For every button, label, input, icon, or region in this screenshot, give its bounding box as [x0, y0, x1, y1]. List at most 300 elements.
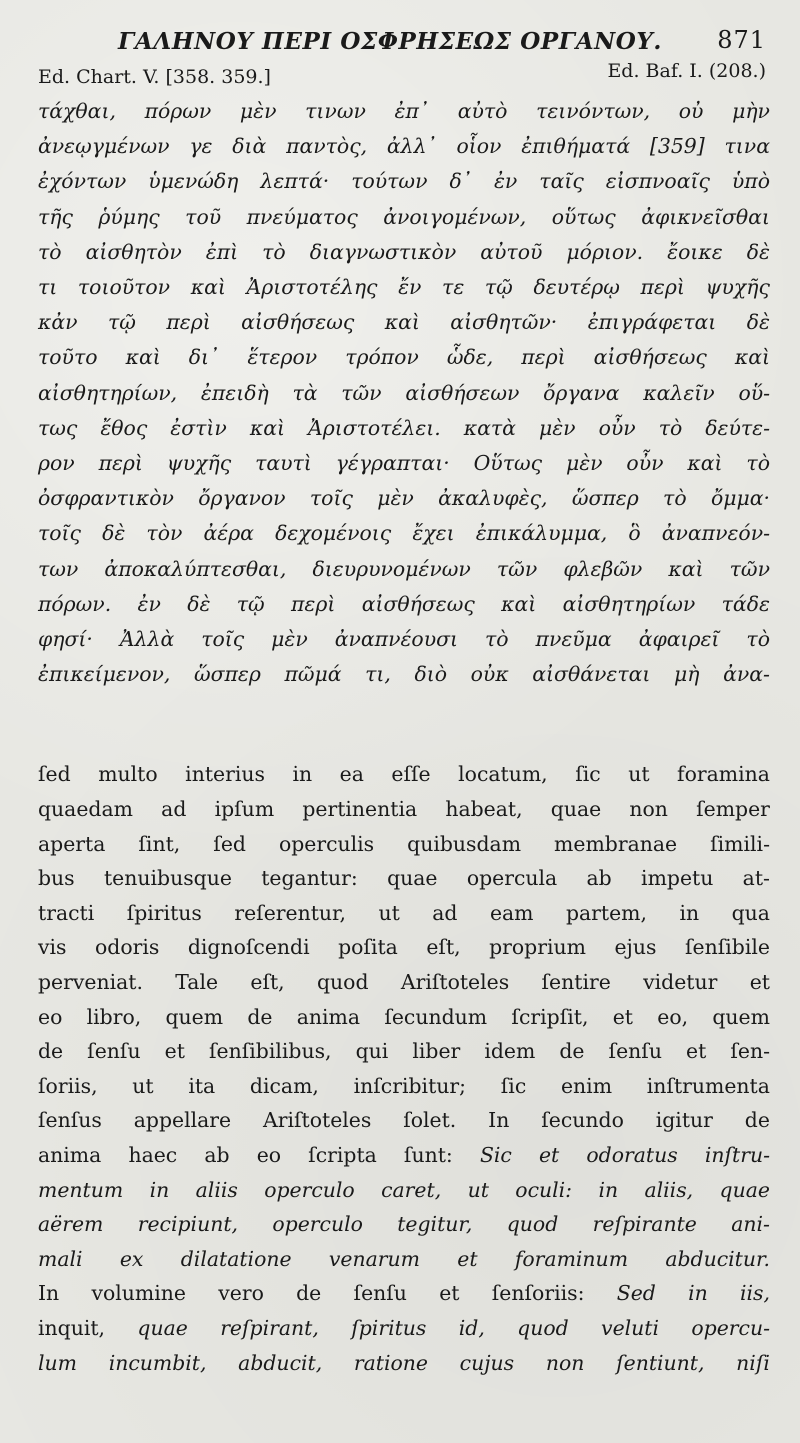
- word: oculi:: [515, 1177, 573, 1202]
- word: et: [538, 1142, 560, 1167]
- word: ὄμμα·: [710, 486, 770, 511]
- word: περὶ: [98, 451, 143, 476]
- word: ita: [188, 1073, 216, 1098]
- greek-line: [38, 164, 770, 199]
- word: reſpirante: [592, 1212, 697, 1237]
- word: partem,: [565, 900, 647, 925]
- word: ταυτὶ: [255, 451, 312, 476]
- word: ἔοικε: [667, 239, 723, 264]
- word: Ariſtoteles: [400, 970, 510, 995]
- word: Sed: [616, 1281, 656, 1306]
- word: eo,: [657, 1004, 689, 1029]
- word: τι: [38, 275, 58, 300]
- word: mentum: [38, 1177, 124, 1202]
- word: ἐν: [493, 169, 518, 194]
- latin-line: [38, 861, 770, 896]
- word: ad: [161, 797, 187, 822]
- word: ἐπειδὴ: [200, 380, 269, 405]
- word: ὄργανα: [543, 380, 620, 405]
- word: τῶν: [341, 380, 382, 405]
- word: et: [612, 1004, 633, 1029]
- word: μὲν: [377, 486, 414, 511]
- word: τοῖς: [38, 521, 81, 546]
- word: τὸ: [746, 627, 770, 652]
- word: quae: [719, 1177, 770, 1202]
- word: quaedam: [38, 797, 133, 822]
- word: mali: [38, 1246, 83, 1271]
- word: τῶν: [496, 556, 538, 581]
- word: οἷον: [456, 134, 502, 159]
- latin-line: [38, 1311, 770, 1346]
- word: et: [439, 1281, 460, 1306]
- word: μὲν: [239, 99, 277, 123]
- word: ſunt:: [403, 1142, 453, 1167]
- word: πνεύματος: [246, 204, 358, 229]
- word: τὸ: [262, 239, 286, 264]
- word: τῷ: [236, 591, 265, 616]
- word: quem: [712, 1004, 770, 1029]
- greek-line: [38, 200, 770, 235]
- word: bus: [38, 866, 75, 891]
- latin-line: [38, 1034, 770, 1069]
- word: οὕτως: [551, 204, 616, 229]
- word: quod: [506, 1212, 559, 1237]
- word: quod: [517, 1315, 569, 1340]
- word: id,: [458, 1315, 485, 1340]
- edition-basel: Ed. Baf. I. (208.): [607, 60, 766, 82]
- greek-line: [38, 446, 770, 481]
- word: aliis: [195, 1177, 238, 1202]
- word: αἰσθήσεως: [241, 310, 355, 335]
- word: ſed: [38, 762, 71, 787]
- word: foraminum: [514, 1246, 629, 1271]
- word: reſpirant,: [220, 1315, 319, 1340]
- word: ὥσπερ: [571, 486, 639, 511]
- word: Ariſtoteles: [262, 1108, 372, 1133]
- latin-line: [38, 757, 770, 792]
- word: ratione: [353, 1350, 428, 1375]
- word: ſint,: [138, 831, 181, 856]
- word: de: [247, 1004, 273, 1029]
- word: πόρων: [144, 99, 212, 123]
- word: ψυχῆς: [166, 451, 232, 476]
- word: ſed: [213, 831, 246, 856]
- running-title: ΓΑΛΗΝΟΥ ΠΕΡΙ ΟΣΦΡΗΣΕΩΣ ΟΡΓΑΝΟΥ.: [118, 28, 663, 55]
- latin-line: [38, 1103, 770, 1138]
- word: libro,: [86, 1004, 142, 1029]
- word: ρον: [38, 451, 75, 476]
- word: τῆς: [38, 204, 73, 229]
- word: μὲν: [538, 415, 576, 440]
- word: τὸν: [146, 521, 183, 546]
- word: οὐ: [678, 99, 704, 123]
- word: in: [292, 762, 313, 787]
- word: τάδε: [721, 591, 770, 616]
- word: ἔθος: [100, 415, 148, 440]
- word: lum: [38, 1350, 77, 1375]
- word: καὶ: [668, 556, 704, 581]
- word: cujus: [459, 1350, 515, 1375]
- word: vero: [218, 1281, 264, 1306]
- word: Sic: [479, 1142, 512, 1167]
- word: ipſum: [214, 797, 275, 822]
- word: ἐπικάλυμμα,: [475, 521, 608, 546]
- word: caret,: [381, 1177, 442, 1202]
- word: καλεῖν: [643, 380, 715, 405]
- word: ἐπὶ: [205, 239, 239, 264]
- word: et: [457, 1246, 478, 1271]
- word: in: [679, 900, 700, 925]
- word: ſenſoriis:: [491, 1281, 585, 1306]
- greek-text-block: [38, 94, 770, 692]
- word: ἀνεῳγμένων: [38, 134, 170, 159]
- word: μόριον.: [566, 239, 644, 264]
- word: πνεῦμα: [535, 627, 612, 652]
- greek-line: [38, 270, 770, 305]
- word: ἀλλ᾽: [386, 134, 437, 159]
- word: ani-: [731, 1212, 770, 1237]
- word: membranae: [554, 831, 678, 856]
- word: ὑμενώδη: [148, 169, 239, 194]
- word: anima: [296, 1004, 361, 1029]
- word: εἰσπνοαῖς: [605, 169, 710, 194]
- word: καὶ: [734, 345, 770, 370]
- greek-line: [38, 552, 770, 587]
- greek-line: [38, 94, 770, 129]
- word: anima: [38, 1142, 102, 1167]
- word: inſcribitur;: [353, 1073, 467, 1098]
- word: ſimili-: [710, 831, 770, 856]
- word: reſerentur,: [234, 900, 347, 925]
- latin-line: [38, 1173, 770, 1208]
- word: ſecundo: [541, 1108, 624, 1133]
- word: eo: [38, 1004, 63, 1029]
- word: pertinentia: [302, 797, 418, 822]
- word: abducit,: [238, 1350, 323, 1375]
- word: δὲ: [746, 310, 770, 335]
- word: καὶ: [190, 275, 226, 300]
- word: abducitur.: [665, 1246, 770, 1271]
- word: quibusdam: [407, 831, 522, 856]
- latin-line: [38, 1069, 770, 1104]
- word: foramina: [677, 762, 770, 787]
- word: αὐτὸ: [457, 99, 508, 123]
- word: odoratus: [586, 1142, 678, 1167]
- latin-line: [38, 1207, 770, 1242]
- word: αἰσθήσεως: [593, 345, 707, 370]
- word: ἔν: [398, 275, 422, 300]
- word: καὶ: [249, 415, 285, 440]
- word: δ᾽: [449, 169, 472, 194]
- word: γέγραπται·: [335, 451, 450, 476]
- greek-line: [38, 340, 770, 375]
- word: tegantur:: [261, 866, 358, 891]
- word: Ἀλλὰ: [119, 627, 175, 652]
- word: ad: [432, 900, 458, 925]
- word: τεινόντων,: [536, 99, 651, 123]
- word: ἐν: [137, 591, 161, 616]
- word: ῥύμης: [98, 204, 160, 229]
- word: ἐπικείμενον,: [38, 662, 171, 687]
- word: δὲ: [746, 239, 770, 264]
- word: λεπτά·: [260, 169, 330, 194]
- word: ſpiritus: [351, 1315, 427, 1340]
- word: ejus: [614, 935, 657, 960]
- word: περὶ: [166, 310, 211, 335]
- word: ut: [628, 762, 650, 787]
- word: eſt,: [250, 970, 285, 995]
- word: iis,: [740, 1281, 770, 1306]
- word: τινων: [305, 99, 366, 123]
- word: ἀκαλυφὲς,: [438, 486, 548, 511]
- page-number: 871: [717, 26, 766, 54]
- word: ſen-: [730, 1039, 770, 1064]
- word: quae: [387, 866, 438, 891]
- word: et: [749, 970, 770, 995]
- word: ab: [586, 866, 612, 891]
- column-gap: [38, 692, 770, 757]
- greek-line: [38, 376, 770, 411]
- word: Ἀριστοτέλει.: [308, 415, 441, 440]
- word: qua: [731, 900, 770, 925]
- word: τὸ: [746, 451, 770, 476]
- word: recipiunt,: [137, 1212, 239, 1237]
- word: igitur: [655, 1108, 713, 1133]
- word: qui: [355, 1039, 389, 1064]
- word: τοῦτο: [38, 345, 98, 370]
- latin-line: [38, 827, 770, 862]
- word: veluti: [601, 1315, 660, 1340]
- word: inquit,: [38, 1315, 106, 1340]
- word: περὶ: [291, 591, 336, 616]
- greek-line: [38, 481, 770, 516]
- word: ſolet.: [403, 1108, 457, 1133]
- word: de: [296, 1281, 322, 1306]
- word: opercu-: [691, 1315, 770, 1340]
- word: ſpiritus: [126, 900, 202, 925]
- word: inſtru-: [704, 1142, 770, 1167]
- word: dicam,: [249, 1073, 319, 1098]
- word: οὖν: [626, 451, 664, 476]
- word: τοιοῦτον: [77, 275, 171, 300]
- word: ἀέρα: [203, 521, 254, 546]
- word: proprium: [489, 935, 586, 960]
- word: operculo: [264, 1177, 355, 1202]
- word: τῷ: [484, 275, 513, 300]
- word: ἀποκαλύπτεσθαι,: [104, 556, 287, 581]
- word: ab: [204, 1142, 230, 1167]
- word: ſentire: [541, 970, 611, 995]
- word: διὰ: [232, 134, 267, 159]
- word: quae: [550, 797, 602, 822]
- word: περὶ: [640, 275, 685, 300]
- word: haec: [128, 1142, 178, 1167]
- word: τρόπον: [345, 345, 419, 370]
- word: κἀν: [38, 310, 78, 335]
- greek-line: [38, 587, 770, 622]
- word: opercula: [466, 866, 558, 891]
- word: δευτέρῳ: [533, 275, 620, 300]
- word: vis: [38, 935, 67, 960]
- word: ἐπιγράφεται: [587, 310, 717, 335]
- word: καὶ: [501, 591, 537, 616]
- word: τοῖς: [201, 627, 245, 652]
- word: odoris: [95, 935, 160, 960]
- word: idem: [484, 1039, 536, 1064]
- word: περὶ: [521, 345, 566, 370]
- word: quod: [317, 970, 369, 995]
- word: ea: [339, 762, 364, 787]
- word: φλεβῶν: [563, 556, 643, 581]
- word: οὖν: [598, 415, 636, 440]
- greek-line: [38, 235, 770, 270]
- word: αἰσθήσεων: [405, 380, 520, 405]
- word: Ἀριστοτέλης: [246, 275, 378, 300]
- edition-line: [38, 60, 770, 96]
- word: locatum,: [458, 762, 548, 787]
- word: in: [149, 1177, 170, 1202]
- latin-line: [38, 1346, 770, 1381]
- latin-line: [38, 1276, 770, 1311]
- word: κατὰ: [463, 415, 516, 440]
- word: δὲ: [102, 521, 126, 546]
- word: ſenſu: [87, 1039, 141, 1064]
- word: de: [559, 1039, 585, 1064]
- word: ἐστὶν: [170, 415, 227, 440]
- word: ἔχει: [412, 521, 455, 546]
- word: eſt,: [426, 935, 461, 960]
- greek-line: [38, 622, 770, 657]
- word: ſcripſit,: [511, 1004, 589, 1029]
- word: διὸ: [414, 662, 448, 687]
- word: ut: [378, 900, 400, 925]
- word: ſentiunt,: [616, 1350, 705, 1375]
- word: αἰσθάνεται: [532, 662, 651, 687]
- word: τῷ: [108, 310, 136, 335]
- word: ἀναπνεόν-: [661, 521, 770, 546]
- word: quem: [165, 1004, 224, 1029]
- word: τάχθαι,: [38, 99, 116, 123]
- latin-line: [38, 1242, 770, 1277]
- word: ſic: [500, 1073, 527, 1098]
- word: In: [38, 1281, 60, 1306]
- word: διευρυνομένων: [312, 556, 471, 581]
- latin-line: [38, 965, 770, 1000]
- word: ἀνοιγομένων,: [383, 204, 527, 229]
- word: οὐκ: [470, 662, 509, 687]
- word: ſecundum: [384, 1004, 488, 1029]
- latin-translation-block: [38, 757, 770, 1380]
- word: καὶ: [687, 451, 723, 476]
- word: μὲν: [565, 451, 603, 476]
- word: eam: [489, 900, 534, 925]
- word: ex: [119, 1246, 144, 1271]
- latin-line: [38, 1000, 770, 1035]
- word: αἰσθήσεως: [361, 591, 475, 616]
- word: de: [744, 1108, 770, 1133]
- word: ut: [467, 1177, 489, 1202]
- word: ὃ: [628, 521, 641, 546]
- word: καὶ: [125, 345, 161, 370]
- word: enim: [560, 1073, 613, 1098]
- word: non: [629, 797, 668, 822]
- word: ſic: [575, 762, 601, 787]
- word: multo: [98, 762, 158, 787]
- word: niſi: [736, 1350, 770, 1375]
- word: αἰσθητῶν·: [450, 310, 558, 335]
- greek-line: [38, 516, 770, 551]
- word: τοῖς: [309, 486, 353, 511]
- word: quae: [137, 1315, 188, 1340]
- word: πῶμά: [284, 662, 342, 687]
- word: Οὕτως: [473, 451, 543, 476]
- word: ἕτερον: [247, 345, 318, 370]
- word: ἐχόντων: [38, 169, 127, 194]
- word: οὕ-: [738, 380, 770, 405]
- word: ἐπ᾽: [394, 99, 430, 123]
- word: appellare: [133, 1108, 232, 1133]
- word: eo: [256, 1142, 282, 1167]
- latin-line: [38, 792, 770, 827]
- word: καὶ: [384, 310, 420, 335]
- word: ἀναπνέουσι: [334, 627, 459, 652]
- word: ἀφαιρεῖ: [638, 627, 720, 652]
- word: δι᾽: [188, 345, 220, 370]
- word: τινα: [724, 134, 770, 159]
- word: ſcripta: [308, 1142, 377, 1167]
- word: tegitur,: [397, 1212, 473, 1237]
- edition-chartier: Ed. Chart. V. [358. 359.]: [38, 66, 271, 88]
- word: in: [688, 1281, 708, 1306]
- word: τὰ: [292, 380, 318, 405]
- word: μὴ: [674, 662, 700, 687]
- word: αἰσθητηρίων,: [38, 380, 178, 405]
- greek-line: [38, 305, 770, 340]
- word: φησί·: [38, 627, 93, 652]
- word: [359]: [649, 134, 705, 159]
- word: ἐπιθήματά: [521, 134, 631, 159]
- word: γε: [189, 134, 213, 159]
- word: In: [488, 1108, 510, 1133]
- word: in: [598, 1177, 619, 1202]
- word: δεχομένοις: [275, 521, 392, 546]
- word: ἀφικνεῖσθαι: [641, 204, 770, 229]
- word: inſtrumenta: [646, 1073, 770, 1098]
- word: incumbit,: [108, 1350, 207, 1375]
- word: ὥσπερ: [193, 662, 261, 687]
- word: liber: [412, 1039, 461, 1064]
- word: ſenſu: [353, 1281, 407, 1306]
- word: δὲ: [187, 591, 211, 616]
- word: habeat,: [445, 797, 523, 822]
- word: ὧδε,: [446, 345, 494, 370]
- word: αὐτοῦ: [480, 239, 543, 264]
- word: ut: [132, 1073, 154, 1098]
- word: αἰσθητηρίων: [562, 591, 696, 616]
- word: ταῖς: [539, 169, 584, 194]
- latin-line: [38, 896, 770, 931]
- word: ſenſu: [608, 1039, 662, 1064]
- word: τῶν: [729, 556, 770, 581]
- word: tenuibusque: [103, 866, 232, 891]
- word: ſenſibilibus,: [208, 1039, 332, 1064]
- word: αἰσθητὸν: [85, 239, 182, 264]
- word: ſoriis,: [38, 1073, 98, 1098]
- word: poſita: [338, 935, 398, 960]
- word: et: [164, 1039, 185, 1064]
- greek-line: [38, 129, 770, 164]
- word: τε: [442, 275, 465, 300]
